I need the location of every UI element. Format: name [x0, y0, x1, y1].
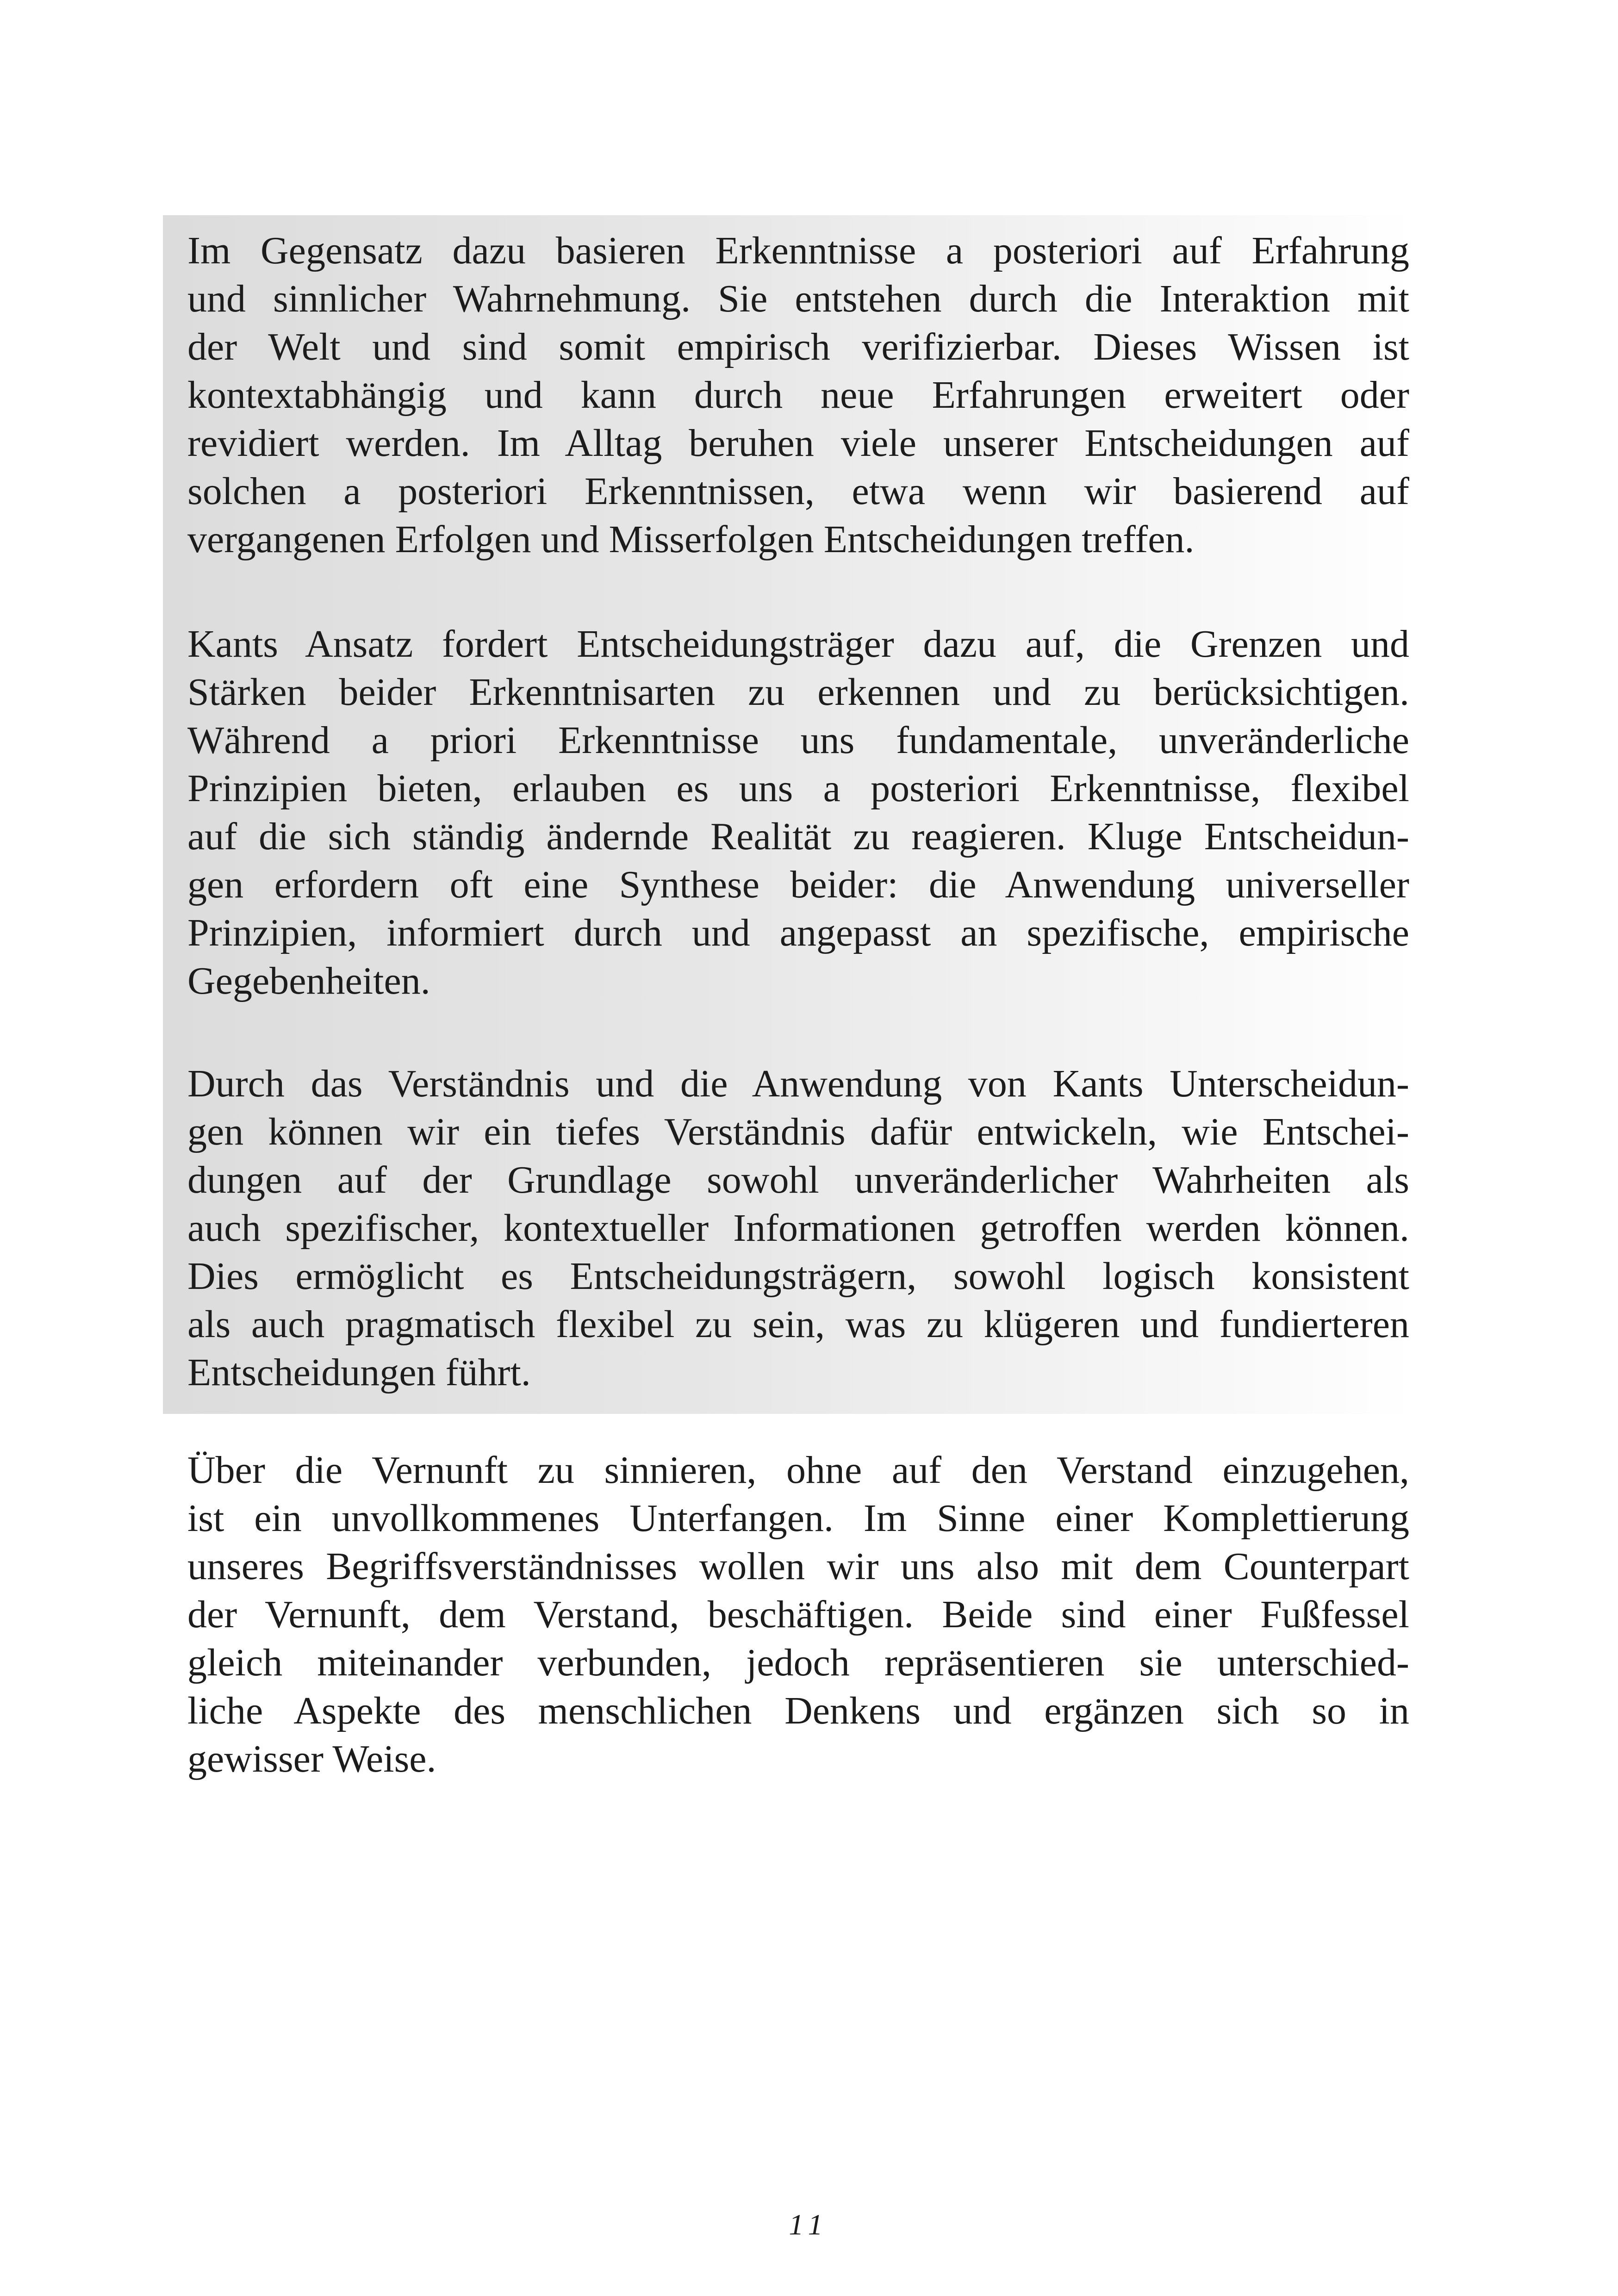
page-number: 11: [789, 2208, 829, 2241]
text-line: liche Aspekte des menschlichen Denkens und ergänzen sich so in: [187, 1689, 1409, 1732]
text-line: unseres Begriffsverständnisses wollen wir uns also mit dem Counterpart: [187, 1545, 1409, 1588]
text-line: der Vernunft, dem Verstand, beschäftigen. Beide sind einer Fußfessel: [187, 1593, 1409, 1636]
text-line: ist ein unvollkommenes Unterfangen. Im Sinne einer Komplettierung: [187, 1497, 1409, 1540]
text-line: gen können wir ein tiefes Verständnis dafür entwickeln, wie Entschei-: [187, 1110, 1409, 1153]
text-line: revidiert werden. Im Alltag beruhen viele unserer Entscheidungen auf: [187, 422, 1409, 465]
text-line: Prinzipien bieten, erlauben es uns a posteriori Erkenntnisse, flexibel: [187, 767, 1409, 810]
text-line: als auch pragmatisch flexibel zu sein, was zu klügeren und fundierteren: [187, 1303, 1409, 1346]
paragraph-kants-ansatz: [187, 620, 1409, 1005]
text-line: Stärken beider Erkenntnisarten zu erkennen und zu berücksichtigen.: [187, 671, 1409, 714]
paragraph-verstaendnis: [187, 1060, 1409, 1397]
text-line: gleich miteinander verbunden, jedoch repräsentieren sie unterschied-: [187, 1641, 1409, 1684]
text-line: Während a priori Erkenntnisse uns fundamentale, unveränderliche: [187, 719, 1409, 762]
text-line: solchen a posteriori Erkenntnissen, etwa wenn wir basierend auf: [187, 470, 1409, 513]
text-line: kontextabhängig und kann durch neue Erfahrungen erweitert oder: [187, 373, 1409, 417]
text-line: auf die sich ständig ändernde Realität zu reagieren. Kluge Entscheidun-: [187, 815, 1409, 858]
text-line: Durch das Verständnis und die Anwendung von Kants Unterscheidun-: [187, 1062, 1409, 1105]
text-line: vergangenen Erfolgen und Misserfolgen Entscheidungen treffen.: [187, 518, 1195, 561]
text-line: Im Gegensatz dazu basieren Erkenntnisse a posteriori auf Erfahrung: [187, 229, 1409, 272]
text-line: Entscheidungen führt.: [187, 1351, 531, 1394]
text-line: gen erfordern oft eine Synthese beider: die Anwendung universeller: [187, 863, 1409, 906]
text-line: Dies ermöglicht es Entscheidungsträgern, sowohl logisch konsistent: [187, 1255, 1409, 1298]
paragraph-vernunft-verstand: [187, 1446, 1409, 1783]
text-line: Prinzipien, informiert durch und angepasst an spezifische, empirische: [187, 911, 1409, 954]
paragraph-a-posteriori: [187, 227, 1409, 564]
text-line: dungen auf der Grundlage sowohl unveränderlicher Wahrheiten als: [187, 1158, 1409, 1201]
text-line: der Welt und sind somit empirisch verifizierbar. Dieses Wissen ist: [187, 325, 1409, 368]
text-line: Gegebenheiten.: [187, 959, 430, 1002]
text-line: Kants Ansatz fordert Entscheidungsträger dazu auf, die Grenzen und: [187, 622, 1409, 666]
text-line: Über die Vernunft zu sinnieren, ohne auf den Verstand einzugehen,: [187, 1449, 1409, 1492]
text-line: gewisser Weise.: [187, 1737, 436, 1780]
text-line: auch spezifischer, kontextueller Informationen getroffen werden können.: [187, 1207, 1409, 1250]
text-line: und sinnlicher Wahrnehmung. Sie entstehen durch die Interaktion mit: [187, 277, 1409, 320]
